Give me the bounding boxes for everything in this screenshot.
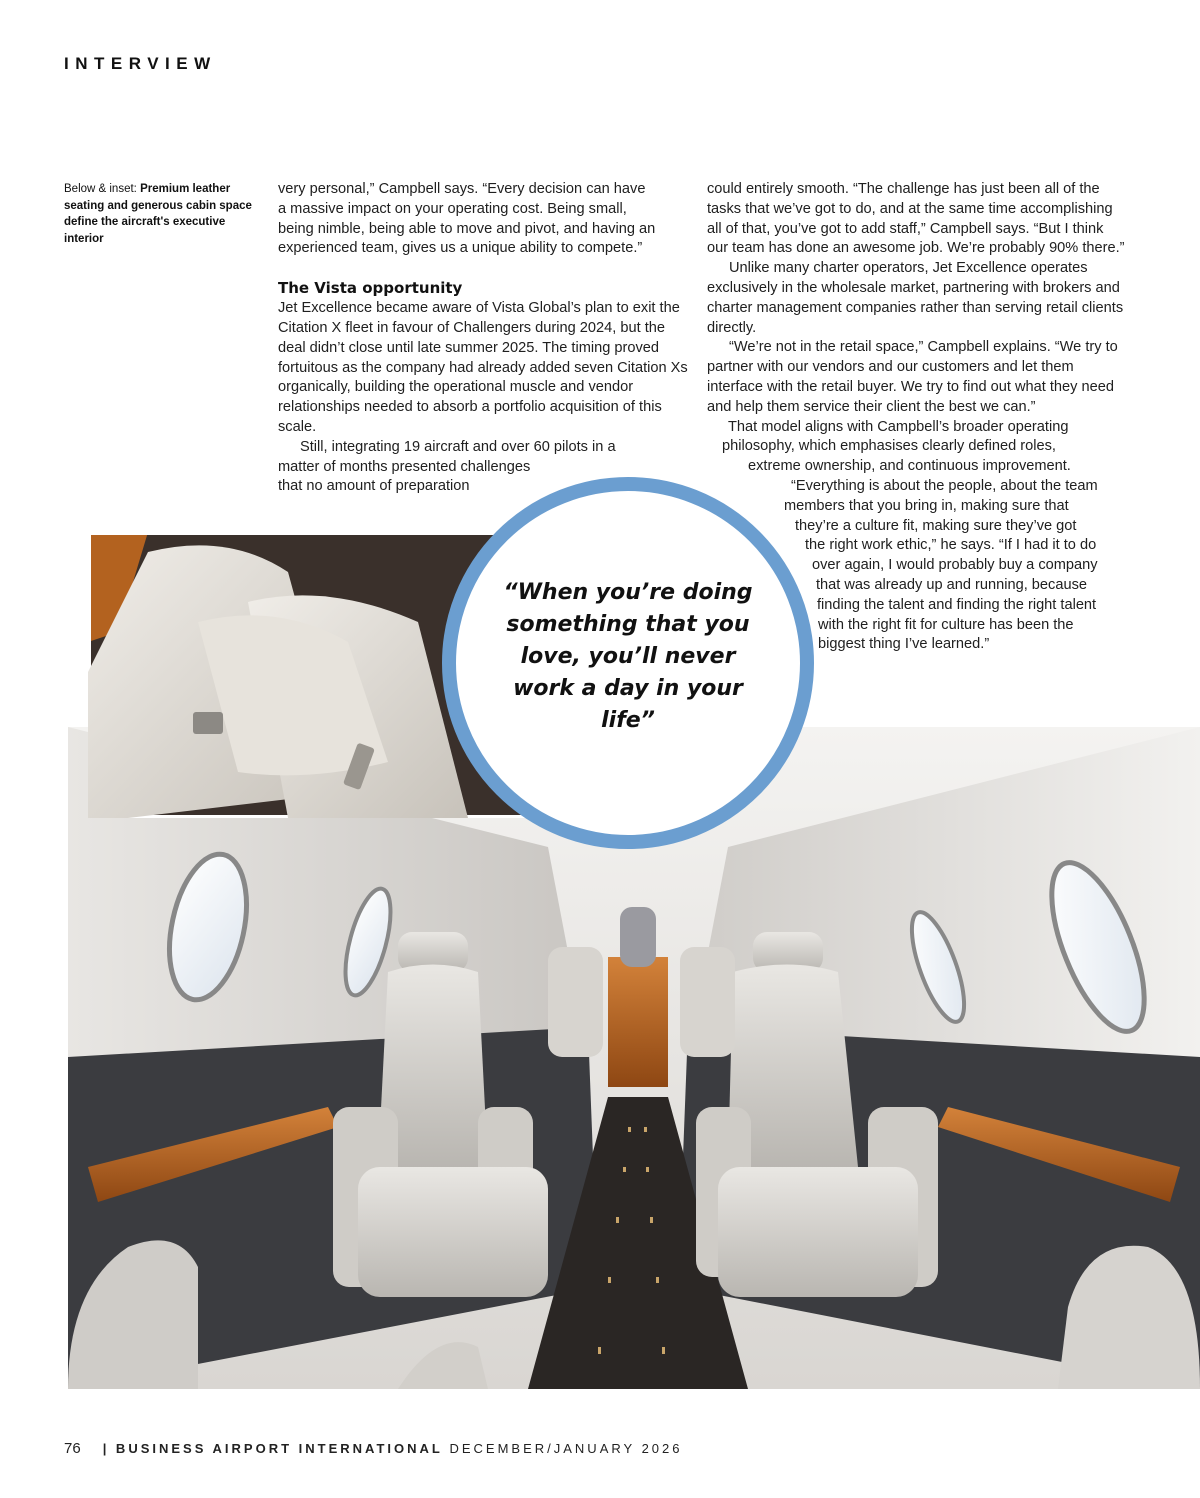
photo-caption [64, 181, 260, 247]
text-line: that was already up and running, because [816, 576, 1087, 593]
column1-paragraph-1: Jet Excellence became aware of Vista Global’s plan to exit the Citation X fleet in favour of Challengers during 2024, but the deal didn’t close until late summer 2025. The timing proved fortuitous as the company had already added seven Citation Xs organically, building the operational muscle and vendor relationships needed to absorb a portfolio acquisition of this scale. [278, 300, 688, 435]
caption-prefix: Below & inset: [64, 183, 141, 195]
text-line: experienced team, gives us a unique ability to compete.” [278, 240, 643, 257]
text-line: matter of months presented challenges [278, 458, 531, 475]
article-column-1 [278, 180, 688, 497]
text-line: with the right fit for culture has been the [818, 616, 1074, 633]
text-line: That model aligns with Campbell’s broader operating [728, 418, 1069, 435]
text-line: very personal,” Campbell says. “Every decision can have [278, 181, 646, 197]
section-label: INTERVIEW [64, 54, 217, 73]
issue-date: DECEMBER/JANUARY 2026 [442, 1441, 683, 1456]
text-line: members that you bring in, making sure that [784, 497, 1069, 514]
text-line: over again, I would probably buy a company [812, 557, 1098, 574]
column1-intro [278, 180, 688, 259]
text-line: being nimble, being able to move and pivot, and having an [278, 220, 656, 237]
column2-paragraph-2: Unlike many charter operators, Jet Excellence operates exclusively in the wholesale market, partnering with brokers and charter management companies rather than serving retail clients directly. [707, 260, 1124, 336]
text-line: extreme ownership, and continuous improvement. [748, 458, 1071, 475]
text-line: a massive impact on your operating cost. Being small, [278, 200, 627, 217]
text-line: Still, integrating 19 aircraft and over 60 pilots in a [300, 438, 616, 455]
text-line: the right work ethic,” he says. “If I had it to do [805, 537, 1097, 554]
pull-quote-circle [442, 477, 814, 849]
subheading: The Vista opportunity [278, 279, 463, 298]
column2-paragraph-3: “We’re not in the retail space,” Campbell explains. “We try to partner with our vendors and our customers and let them interface with the retail buyer. We try to find out what they need and help them service their client the best we can.” [707, 339, 1118, 415]
pull-quote: “When you’re doing something that you love, you’ll never work a day in your life” [503, 580, 753, 733]
page-number: 76 [64, 1440, 81, 1457]
text-line: “Everything is about the people, about the team [791, 477, 1098, 494]
text-line: biggest thing I’ve learned.” [818, 636, 990, 653]
caption-text: Premium leather seating and generous cabin space define the aircraft's executive interior [64, 183, 252, 245]
column2-paragraph-1: could entirely smooth. “The challenge has just been all of the tasks that we’ve got to do, and at the same time accomplishing all of that, you’ve got to add staff,” Campbell says. “But I think our team has done an awesome job. We’re probably 90% there.” [707, 181, 1125, 257]
text-line: philosophy, which emphasises clearly defined roles, [722, 438, 1056, 455]
magazine-title: | BUSINESS AIRPORT INTERNATIONAL [102, 1441, 443, 1456]
text-line: finding the talent and finding the right talent [817, 596, 1097, 613]
text-line: that no amount of preparation [278, 478, 470, 495]
page-footer [64, 1440, 682, 1457]
text-line: they’re a culture fit, making sure they’ve got [795, 517, 1077, 534]
